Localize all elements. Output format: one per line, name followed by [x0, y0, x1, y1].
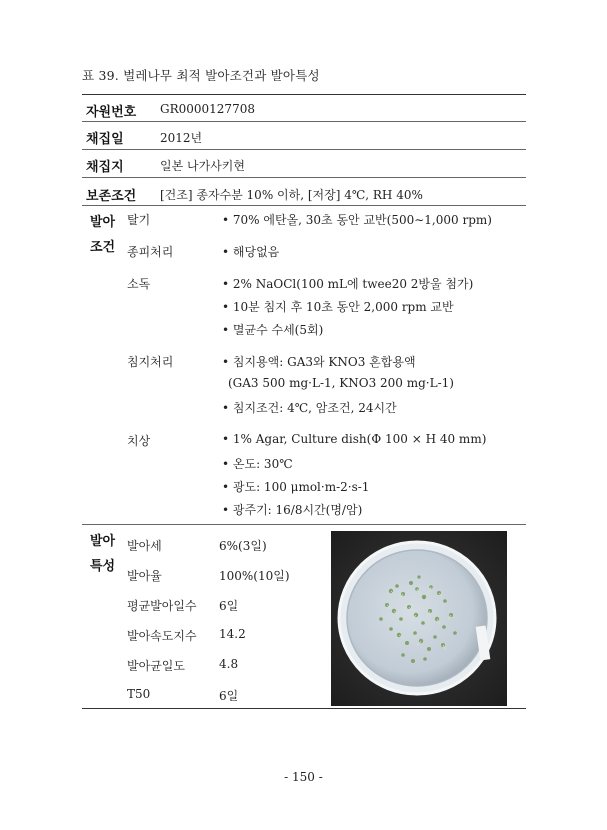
trait-name: 발아균일도	[127, 659, 185, 673]
info-value-storage: [건조] 종자수분 10% 이하, [저장] 4℃, RH 40%	[160, 188, 423, 202]
trait-value: 6일	[219, 689, 239, 703]
trait-name: T50	[127, 687, 151, 701]
condition-bullet: (GA3 500 mg·L-1, KNO3 200 mg·L-1)	[228, 376, 454, 390]
condition-bullet: • 70% 에탄올, 30초 동안 교반(500∼1,000 rpm)	[222, 213, 492, 227]
condition-name-degassing: 탈기	[127, 213, 151, 227]
condition-bullet: • 온도: 30℃	[222, 457, 293, 471]
condition-bullet: • 해당없음	[222, 245, 280, 259]
traits-label-line1: 발아	[90, 534, 116, 549]
trait-name: 평균발아일수	[127, 599, 197, 613]
conditions-label-line2: 조건	[90, 240, 116, 255]
conditions-label-line1: 발아	[90, 215, 116, 230]
info-label-collection-site: 채집지	[86, 160, 124, 175]
condition-bullet: • 광도: 100 μmol·m-2·s-1	[222, 480, 370, 494]
trait-value: 14.2	[219, 627, 246, 641]
section-divider	[82, 524, 526, 525]
table-caption: 표 39. 벌레나무 최적 발아조건과 발아특성	[82, 68, 320, 83]
info-value-collection-date: 2012년	[160, 131, 203, 145]
info-label-resource-id: 자원번호	[86, 105, 137, 120]
trait-value: 6%(3일)	[219, 539, 267, 553]
row-divider	[82, 149, 526, 150]
condition-bullet: • 침지용액: GA3와 KNO3 혼합용액	[222, 355, 416, 369]
condition-bullet: • 광주기: 16/8시간(명/암)	[222, 503, 363, 517]
condition-name-plating: 치상	[127, 434, 151, 448]
info-label-collection-date: 채집일	[86, 132, 124, 147]
table-top-rule	[82, 94, 526, 95]
condition-bullet: • 2% NaOCl(100 mL에 twee20 2방울 첨가)	[222, 277, 474, 291]
seedling-petri-dish-photo	[331, 531, 507, 706]
condition-name-soaking: 침지처리	[127, 355, 174, 369]
row-divider	[82, 121, 526, 122]
trait-name: 발아세	[127, 539, 162, 553]
petri-dish-illustration	[331, 531, 507, 706]
row-divider	[82, 177, 526, 178]
trait-value: 4.8	[219, 657, 239, 671]
condition-bullet: • 멸균수 수세(5회)	[222, 323, 324, 337]
condition-bullet: • 침지조건: 4℃, 암조건, 24시간	[222, 401, 397, 415]
traits-label-line2: 특성	[90, 559, 116, 574]
trait-name: 발아속도지수	[127, 629, 197, 643]
trait-name: 발아율	[127, 569, 162, 583]
trait-value: 100%(10일)	[219, 569, 290, 583]
condition-bullet: • 1% Agar, Culture dish(Φ 100 × H 40 mm)	[222, 432, 487, 446]
row-divider	[82, 205, 526, 206]
page-number: - 150 -	[284, 770, 323, 784]
info-value-collection-site: 일본 나가사키현	[160, 159, 245, 173]
condition-bullet: • 10분 침지 후 10초 동안 2,000 rpm 교반	[222, 300, 454, 314]
info-label-storage: 보존조건	[86, 189, 137, 204]
table-bottom-rule	[82, 708, 526, 709]
info-value-resource-id: GR0000127708	[160, 102, 255, 116]
condition-name-disinfection: 소독	[127, 277, 151, 291]
trait-value: 6일	[219, 599, 239, 613]
condition-name-seedcoat: 종피처리	[127, 245, 174, 259]
